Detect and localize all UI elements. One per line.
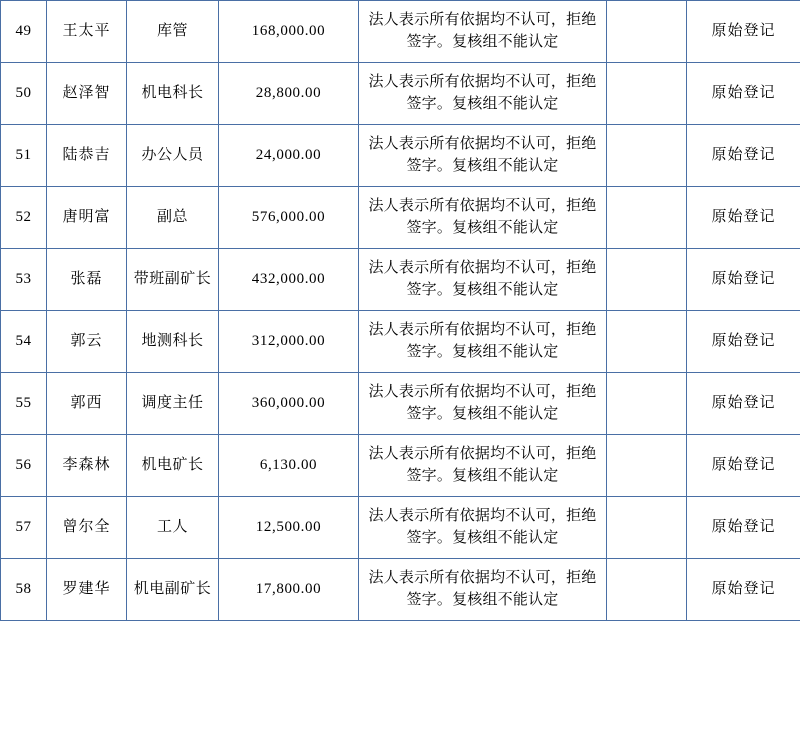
row-amount: 576,000.00: [219, 187, 359, 249]
row-index: 51: [1, 125, 47, 187]
table-row: [1, 63, 800, 125]
row-blank: [607, 373, 687, 435]
row-role: 副总: [127, 187, 219, 249]
row-name: 王太平: [47, 1, 127, 63]
row-name: 李森林: [47, 435, 127, 497]
row-note: 法人表示所有依据均不认可，拒绝签字。复核组不能认定: [359, 311, 607, 373]
row-role: 地测科长: [127, 311, 219, 373]
row-note: 法人表示所有依据均不认可，拒绝签字。复核组不能认定: [359, 125, 607, 187]
table-row: [1, 187, 800, 249]
row-role: 工人: [127, 497, 219, 559]
row-note: 法人表示所有依据均不认可，拒绝签字。复核组不能认定: [359, 373, 607, 435]
row-index: 49: [1, 1, 47, 63]
row-role: 库管: [127, 1, 219, 63]
table-row: [1, 1, 800, 63]
table-row: [1, 249, 800, 311]
row-index: 55: [1, 373, 47, 435]
row-note: 法人表示所有依据均不认可，拒绝签字。复核组不能认定: [359, 63, 607, 125]
row-note: 法人表示所有依据均不认可，拒绝签字。复核组不能认定: [359, 1, 607, 63]
row-blank: [607, 559, 687, 621]
row-role: 办公人员: [127, 125, 219, 187]
row-index: 50: [1, 63, 47, 125]
row-role: 调度主任: [127, 373, 219, 435]
row-note: 法人表示所有依据均不认可，拒绝签字。复核组不能认定: [359, 497, 607, 559]
table-row: [1, 311, 800, 373]
table-row: [1, 435, 800, 497]
row-name: 张磊: [47, 249, 127, 311]
row-amount: 360,000.00: [219, 373, 359, 435]
claims-table-body: [1, 1, 800, 621]
row-blank: [607, 63, 687, 125]
row-index: 57: [1, 497, 47, 559]
row-index: 58: [1, 559, 47, 621]
row-role: 机电科长: [127, 63, 219, 125]
row-role: 机电矿长: [127, 435, 219, 497]
row-name: 郭云: [47, 311, 127, 373]
row-name: 陆恭吉: [47, 125, 127, 187]
row-blank: [607, 311, 687, 373]
row-amount: 432,000.00: [219, 249, 359, 311]
row-status: 原始登记: [687, 311, 800, 373]
row-name: 曾尔全: [47, 497, 127, 559]
row-amount: 24,000.00: [219, 125, 359, 187]
row-blank: [607, 435, 687, 497]
row-status: 原始登记: [687, 373, 800, 435]
row-blank: [607, 125, 687, 187]
row-status: 原始登记: [687, 497, 800, 559]
row-note: 法人表示所有依据均不认可，拒绝签字。复核组不能认定: [359, 249, 607, 311]
row-index: 52: [1, 187, 47, 249]
row-status: 原始登记: [687, 559, 800, 621]
table-row: [1, 559, 800, 621]
row-note: 法人表示所有依据均不认可，拒绝签字。复核组不能认定: [359, 435, 607, 497]
row-status: 原始登记: [687, 187, 800, 249]
row-amount: 28,800.00: [219, 63, 359, 125]
row-status: 原始登记: [687, 435, 800, 497]
row-amount: 168,000.00: [219, 1, 359, 63]
row-name: 唐明富: [47, 187, 127, 249]
row-status: 原始登记: [687, 63, 800, 125]
row-blank: [607, 497, 687, 559]
row-name: 赵泽智: [47, 63, 127, 125]
row-note: 法人表示所有依据均不认可，拒绝签字。复核组不能认定: [359, 187, 607, 249]
row-role: 机电副矿长: [127, 559, 219, 621]
row-blank: [607, 1, 687, 63]
row-index: 56: [1, 435, 47, 497]
row-amount: 312,000.00: [219, 311, 359, 373]
row-note: 法人表示所有依据均不认可，拒绝签字。复核组不能认定: [359, 559, 607, 621]
row-role: 带班副矿长: [127, 249, 219, 311]
row-amount: 12,500.00: [219, 497, 359, 559]
table-row: [1, 373, 800, 435]
row-index: 53: [1, 249, 47, 311]
row-amount: 6,130.00: [219, 435, 359, 497]
row-blank: [607, 249, 687, 311]
row-status: 原始登记: [687, 1, 800, 63]
row-status: 原始登记: [687, 249, 800, 311]
row-status: 原始登记: [687, 125, 800, 187]
table-row: [1, 125, 800, 187]
row-blank: [607, 187, 687, 249]
row-name: 郭西: [47, 373, 127, 435]
row-amount: 17,800.00: [219, 559, 359, 621]
table-row: [1, 497, 800, 559]
row-name: 罗建华: [47, 559, 127, 621]
row-index: 54: [1, 311, 47, 373]
